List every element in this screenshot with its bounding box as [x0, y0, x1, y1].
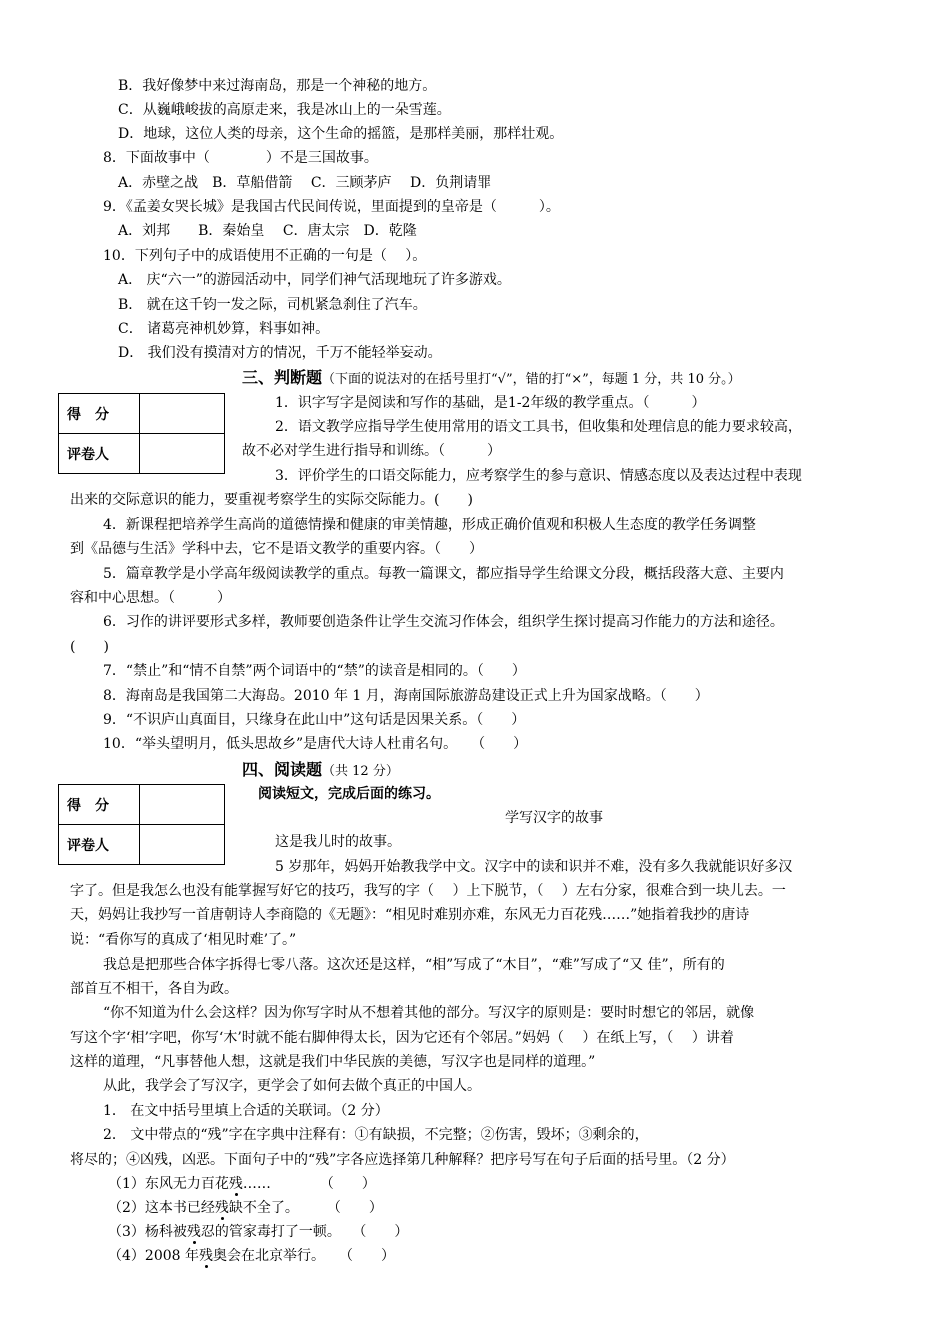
sub-question-text: （2）这本书已经 [108, 1200, 215, 1216]
judge-line: 9．“不识庐山真面目，只缘身在此山中”这句话是因果关系。（ ） [103, 712, 526, 728]
judge-line: 7．“禁止”和“情不自禁”两个词语中的“禁”的读音是相同的。（ ） [103, 663, 526, 679]
judge-line: 故不必对学生进行指导和训练。（ ） [242, 443, 501, 459]
q10-option-c: C． 诸葛亮神机妙算，料事如神。 [118, 321, 330, 337]
sub-question-2 [108, 1198, 383, 1218]
sub-question-4 [108, 1246, 395, 1266]
passage-line: 部首互不相干，各自为政。 [70, 981, 238, 997]
passage-line: 我总是把那些合体字拆得七零八落。这次还是这样，“相”写成了“木目”，“难”写成了“又 佳”，所有的 [103, 957, 725, 973]
judge-line: 2．语文教学应指导学生使用常用的语文工具书，但收集和处理信息的能力要求较高， [275, 419, 802, 435]
passage-line: 字了。但是我怎么也没有能掌握写好它的技巧，我写的字（ ）上下脱节，（ ）左右分家，很难合到一块儿去。一 [70, 883, 786, 899]
passage-line: 说：“看你写的真成了‘相见时难’了。” [70, 932, 297, 948]
judge-line: 5．篇章教学是小学高年级阅读教学的重点。每教一篇课文，都应指导学生给课文分段，概括段落大意、主要内 [103, 566, 784, 582]
sub-question-text: 忍的管家毒打了一顿。 （ ） [200, 1224, 409, 1240]
grader-field[interactable] [140, 434, 225, 474]
reading-question: 2． 文中带点的“残”字在字典中注释有：①有缺损，不完整；②伤害，毁坏；③剩余的， [103, 1127, 649, 1143]
q10-option-d: D． 我们没有摸清对方的情况，千万不能轻举妄动。 [118, 345, 442, 361]
q10-option-a: A． 庆“六一”的游园活动中，同学们神气活现地玩了许多游戏。 [118, 272, 511, 288]
sub-question-text: （1）东风无力百花 [108, 1176, 229, 1192]
q7-option-b: B．我好像梦中来过海南岛，那是一个神秘的地方。 [118, 78, 437, 94]
section3-note: （下面的说法对的在括号里打“√”，错的打“×”，每题 1 分，共 10 分。） [322, 372, 741, 387]
q7-option-c: C．从巍峨峻拔的高原走来，我是冰山上的一朵雪莲。 [118, 102, 451, 118]
reading-question: 1． 在文中括号里填上合适的关联词。（2 分） [103, 1103, 389, 1119]
section3-header [242, 368, 741, 390]
sub-question-text: 奥会在北京举行。 （ ） [213, 1248, 395, 1264]
q8-stem: 8．下面故事中（ ）不是三国故事。 [103, 150, 378, 166]
passage-line: 天，妈妈让我抄写一首唐朝诗人李商隐的《无题》：“相见时难别亦难，东风无力百花残……”她指着我抄的唐诗 [70, 907, 750, 923]
dotted-char: 残 [186, 1224, 201, 1240]
sub-question-3 [108, 1222, 408, 1242]
grader-label: 评卷人 [59, 434, 140, 474]
section4-header [242, 760, 399, 782]
judge-line: 3．评价学生的口语交际能力，应考察学生的参与意识、情感态度以及表达过程中表现 [275, 468, 802, 484]
q8-options: A．赤壁之战 B．草船借箭 C．三顾茅庐 D．负荆请罪 [118, 175, 492, 191]
dotted-char: 残 [214, 1200, 229, 1216]
section4-note: （共 12 分） [322, 764, 399, 779]
score-field[interactable] [140, 785, 225, 825]
judge-line: 8．海南岛是我国第二大海岛。2010 年 1 月，海南国际旅游岛建设正式上升为国家战略。（ ） [103, 688, 709, 704]
q7-option-d: D．地球，这位人类的母亲，这个生命的摇篮，是那样美丽，那样壮观。 [118, 126, 564, 142]
passage-title: 学写汉字的故事 [505, 810, 603, 826]
judge-line: 容和中心思想。（ ） [70, 590, 231, 606]
sub-question-text: （4）2008 年 [108, 1248, 199, 1264]
q9-stem: 9．《孟姜女哭长城》是我国古代民间传说，里面提到的皇帝是（ ）。 [103, 199, 560, 215]
q10-stem: 10．下列句子中的成语使用不正确的一句是（ ）。 [103, 248, 427, 264]
sub-question-text: …… （ ） [242, 1176, 376, 1192]
sub-question-text: （3）杨科被 [108, 1224, 187, 1240]
grader-field[interactable] [140, 825, 225, 865]
passage-line: 这是我儿时的故事。 [275, 834, 401, 850]
sub-question-text: 缺不全了。 （ ） [228, 1200, 383, 1216]
judge-line: 4．新课程把培养学生高尚的道德情操和健康的审美情趣，形成正确价值观和积极人生态度的教学任务调整 [103, 517, 756, 533]
passage-line: 从此，我学会了写汉字，更学会了如何去做个真正的中国人。 [103, 1078, 481, 1094]
score-field[interactable] [140, 394, 225, 434]
passage-line: 写这个字‘相’字吧，你写‘木’时就不能右脚伸得太长，因为它还有个邻居。”妈妈（ ）在纸上写，（ ）讲着 [70, 1030, 734, 1046]
score-box-section4 [58, 784, 225, 865]
section4-title: 四、阅读题 [242, 760, 323, 779]
judge-line: 10．“举头望明月，低头思故乡”是唐代大诗人杜甫名句。 （ ） [103, 736, 528, 752]
dotted-char: 残 [199, 1248, 213, 1264]
judge-line: ( ) [70, 639, 109, 655]
passage-line: “你不知道为什么会这样？因为你写字时从不想着其他的部分。写汉字的原则是：要时时想它的邻居，就像 [103, 1005, 755, 1021]
sub-question-1 [108, 1174, 376, 1194]
section3-title: 三、判断题 [242, 368, 323, 387]
score-label: 得 分 [59, 785, 140, 825]
q9-options: A．刘邦 B．秦始皇 C．唐太宗 D．乾隆 [118, 223, 417, 239]
dotted-char: 残 [228, 1176, 243, 1192]
passage-line: 5 岁那年，妈妈开始教我学中文。汉字中的读和识并不难，没有多久我就能识好多汉 [275, 859, 793, 875]
grader-label: 评卷人 [59, 825, 140, 865]
reading-question: 将尽的；④凶残，凶恶。下面句子中的“残”字各应选择第几种解释？把序号写在句子后面的括号里。（2 分） [70, 1152, 735, 1168]
judge-line: 出来的交际意识的能力，要重视考察学生的实际交际能力。( ) [70, 492, 473, 508]
judge-line: 1．识字写字是阅读和写作的基础，是1-2年级的教学重点。（ ） [275, 395, 706, 411]
score-label: 得 分 [59, 394, 140, 434]
reading-instruction: 阅读短文，完成后面的练习。 [258, 786, 440, 802]
q10-option-b: B． 就在这千钧一发之际，司机紧急刹住了汽车。 [118, 297, 427, 313]
passage-line: 这样的道理，“凡事替他人想，这就是我们中华民族的美德，写汉字也是同样的道理。” [70, 1054, 596, 1070]
judge-line: 到《品德与生活》学科中去，它不是语文教学的重要内容。（ ） [70, 541, 483, 557]
judge-line: 6．习作的讲评要形式多样，教师要创造条件让学生交流习作体会，组织学生探讨提高习作能力的方法和途径。 [103, 614, 784, 630]
score-box-section3 [58, 393, 225, 474]
